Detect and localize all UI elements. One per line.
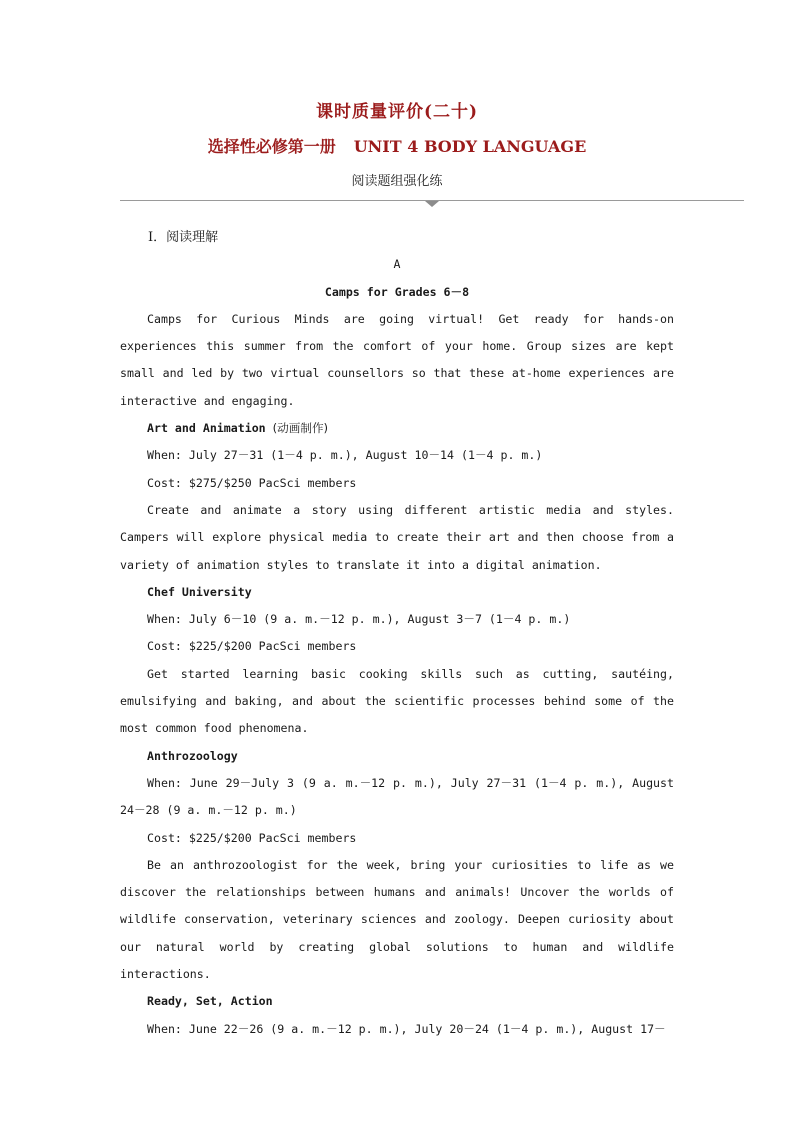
camp-when: When: July 27－31 (1－4 p. m.), August 10－14 (1－4 p. m.) — [147, 448, 543, 463]
camp-name: Chef University — [147, 584, 252, 599]
camp-description: Be an anthrozoologist for the week, bring your curiosities to life as we discover the relationships between humans and animals! Uncover the worlds of wildlife conservation, veterinary sciences and zoology. Deepen curiosity about our natural world by creating global solutions to human and wildlife interactions. — [120, 857, 674, 982]
camp-heading — [120, 988, 674, 1015]
passage-letter: A — [393, 257, 401, 272]
camp-name: Ready, Set, Action — [147, 994, 273, 1009]
camp-heading — [120, 743, 674, 770]
camp-heading — [120, 579, 674, 606]
camp-description: Get started learning basic cooking skills such as cutting, sautéing, emulsifying and baking, and about the scientific processes behind some of the most common food phenomena. — [120, 666, 674, 736]
camp-when: When: June 22－26 (9 a. m.－12 p. m.), July 20－24 (1－4 p. m.), August 17－ — [147, 1021, 666, 1036]
unit-title: UNIT 4 BODY LANGUAGE — [353, 137, 587, 156]
divider-notch-icon — [425, 201, 439, 207]
camp-name: Anthrozoology — [147, 748, 238, 763]
exercise-type: 阅读题组强化练 — [351, 174, 443, 189]
camp-cost: Cost: $275/$250 PacSci members — [147, 475, 357, 490]
section-label: Ⅰ．阅读理解 — [148, 230, 219, 245]
camp-note: (动画制作) — [272, 421, 329, 436]
intro-paragraph: Camps for Curious Minds are going virtual! Get ready for hands-on experiences this summer from the comfort of your home. Group sizes are kept small and led by two virtual counsellors so that these at-home experiences are interactive and engaging. — [120, 311, 674, 408]
passage-body — [120, 224, 674, 1043]
passage-title: Camps for Grades 6－8 — [324, 284, 470, 299]
camp-description: Create and animate a story using different artistic media and styles. Campers will explore physical media to create their art and then choose from a variety of animation styles to translate it into a digital animation. — [120, 502, 674, 572]
textbook-volume: 选择性必修第一册 — [207, 137, 336, 156]
lesson-subtitle — [0, 134, 794, 157]
lesson-title: 课时质量评价(二十) — [315, 102, 479, 122]
camp-when: When: June 29－July 3 (9 a. m.－12 p. m.), July 27－31 (1－4 p. m.), August 24－28 (9 a. m.－12 p. m.) — [120, 775, 674, 818]
camp-when: When: July 6－10 (9 a. m.－12 p. m.), August 3－7 (1－4 p. m.) — [147, 612, 571, 627]
camp-cost: Cost: $225/$200 PacSci members — [147, 830, 357, 845]
camp-heading — [120, 415, 674, 442]
camp-cost: Cost: $225/$200 PacSci members — [147, 639, 357, 654]
camp-name: Art and Animation — [147, 421, 266, 436]
